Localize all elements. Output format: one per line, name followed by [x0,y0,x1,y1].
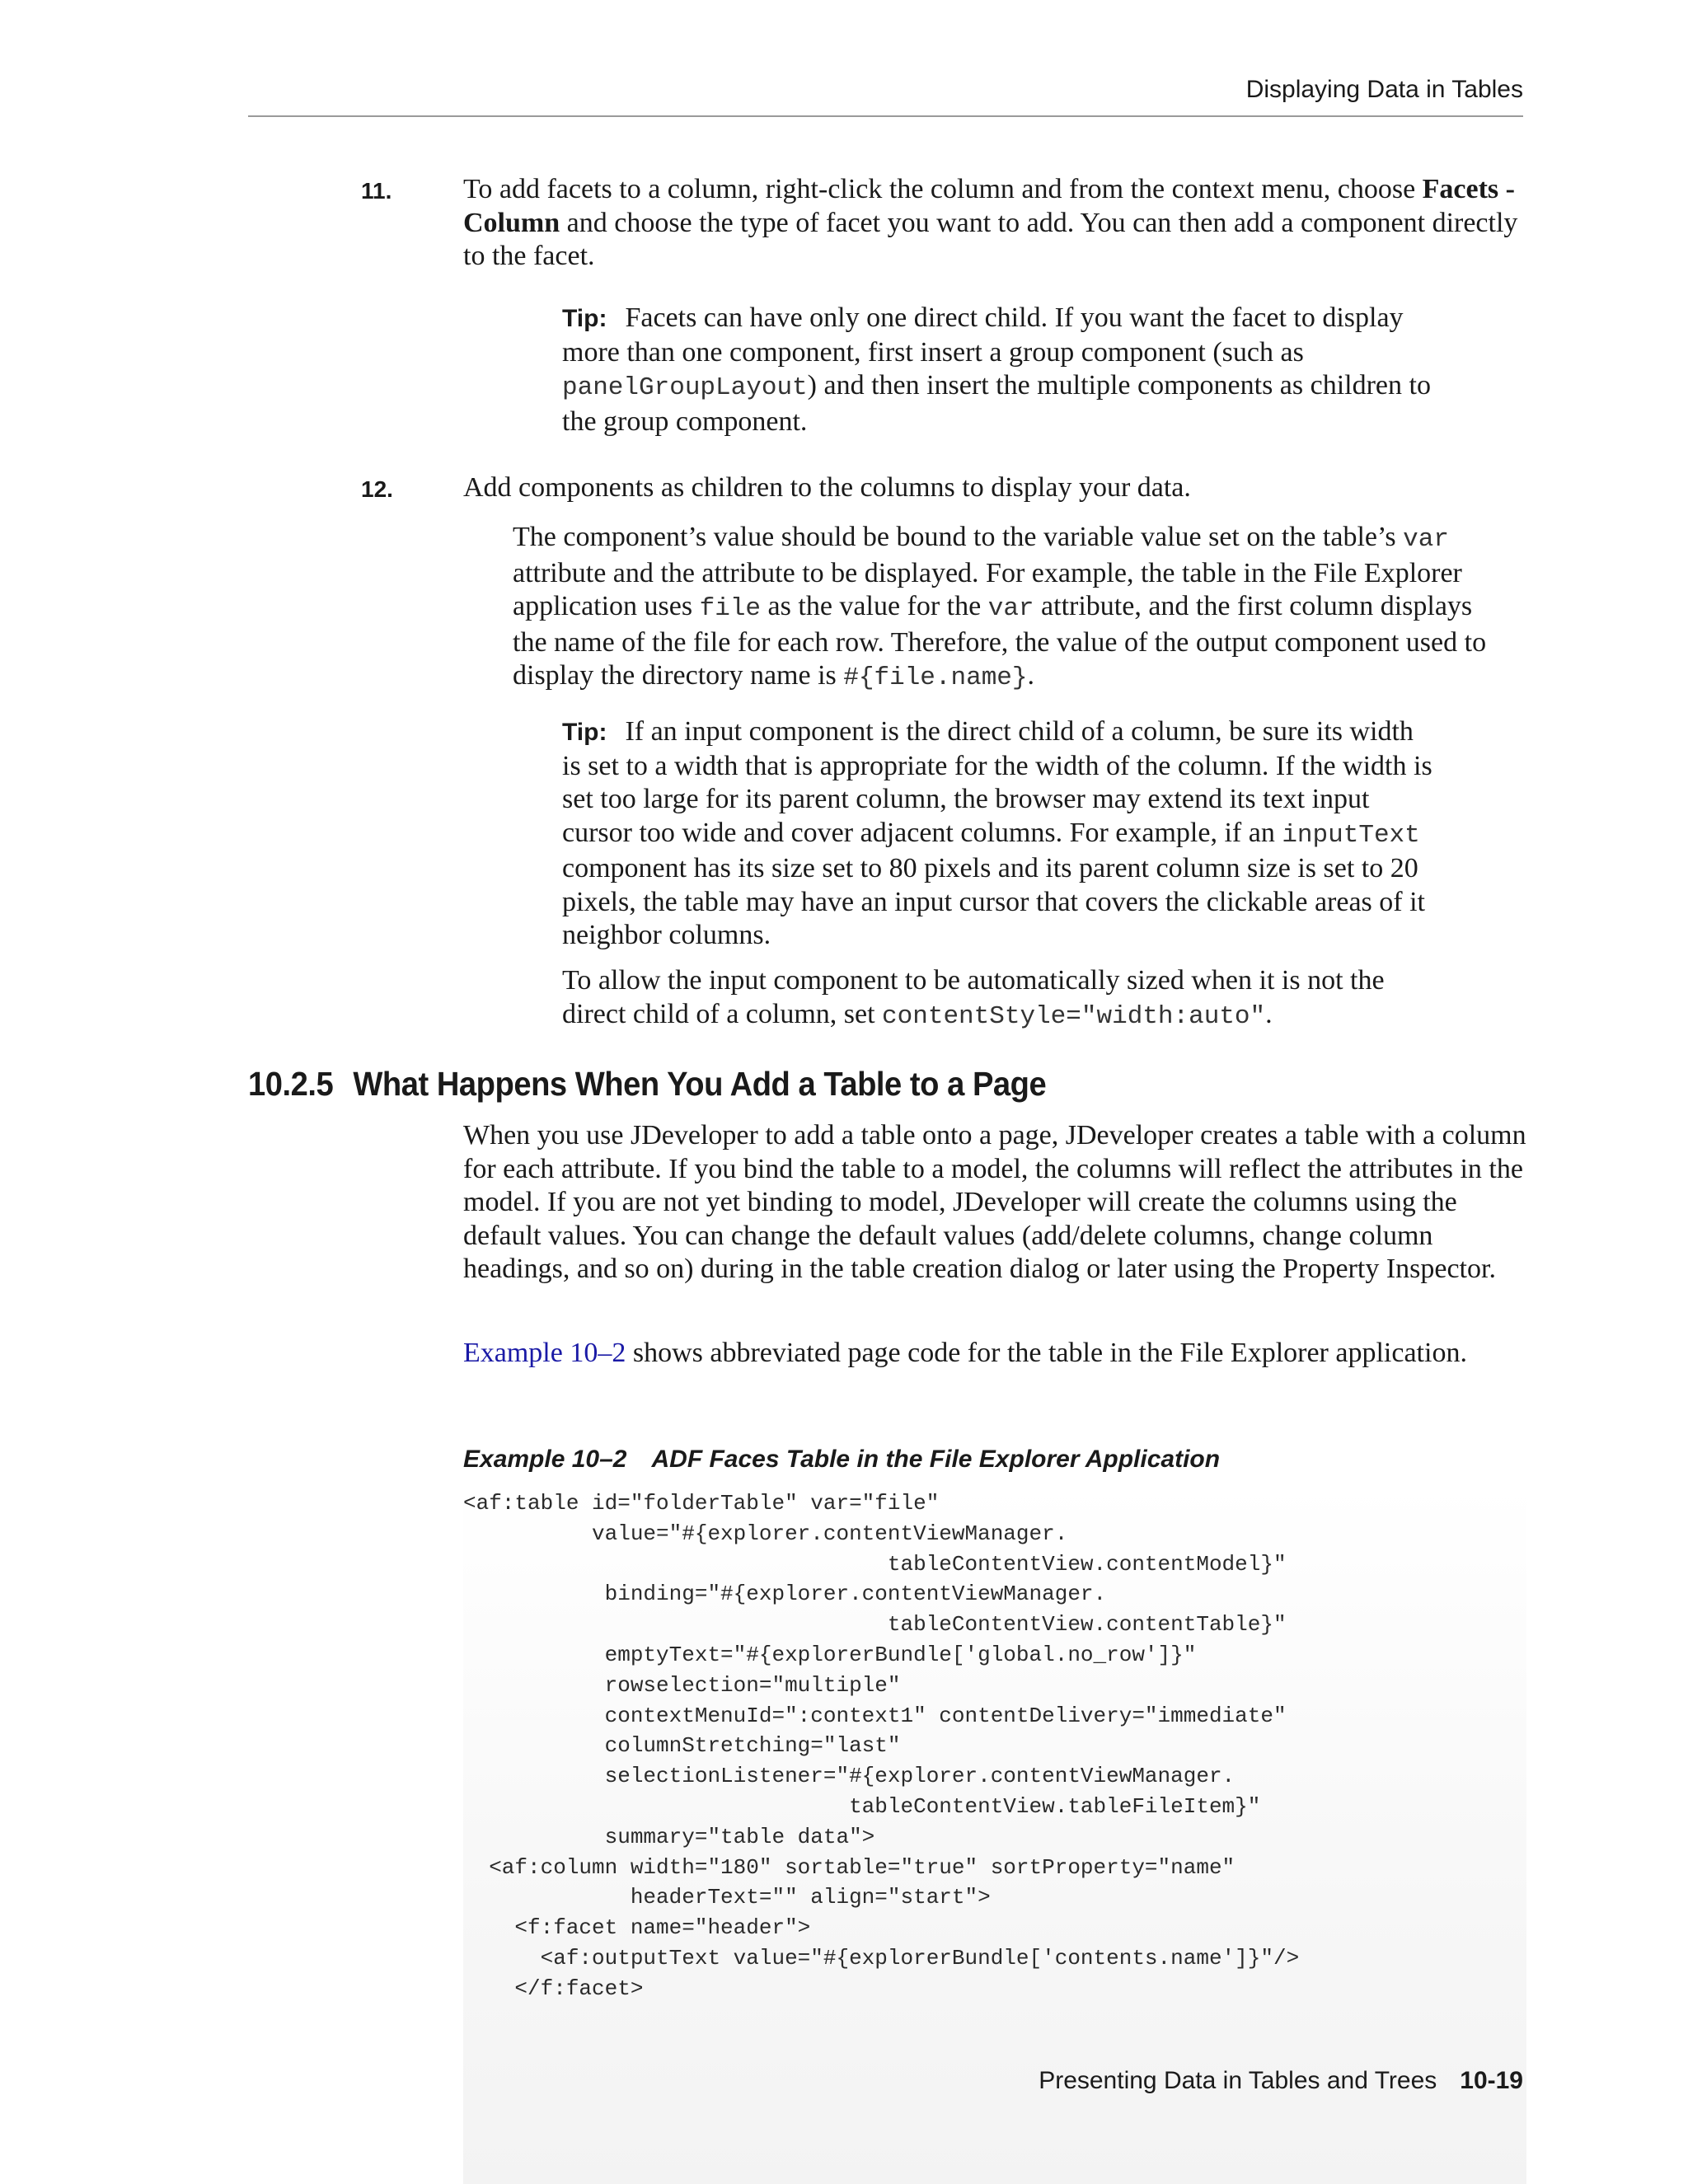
code-inline: #{file.name} [843,663,1028,692]
step-12-paragraph [513,521,1502,696]
code-inline: inputText [1282,820,1420,850]
tip-1 [562,302,1436,438]
section-heading [248,1065,1046,1104]
section-paragraph-2 [463,1337,1526,1371]
para-text: . [1265,998,1273,1029]
tip-label: Tip: [562,305,607,332]
tip-text: Facets can have only one direct child. If you want the facet to display more than one component, first insert a group component (such as [562,302,1404,368]
step-12 [361,471,1526,505]
para-text: attribute and the attribute to be displayed. For example, the table in the File Explorer application uses [513,557,1462,621]
step-number: 11. [361,178,392,204]
code-inline: file [699,594,762,623]
para-text: The component’s value should be bound to the variable value set on the table’s [513,522,1404,552]
code-inline: contentStyle="width:auto" [882,1001,1266,1031]
menu-path: Facets - Column [463,174,1515,238]
step-11 [361,173,1526,274]
step-number: 12. [361,476,393,502]
step-text-cont: and choose the type of facet you want to add. You can then add a component directly to the facet. [463,207,1518,271]
page-number: 10-19 [1460,2067,1523,2094]
example-number: Example 10–2 [463,1446,627,1473]
code-inline: panelGroupLayout [562,373,808,402]
running-header: Displaying Data in Tables [1245,76,1523,103]
para-text: . [1027,660,1035,691]
page-footer [1039,2067,1523,2095]
section-number: 10.2.5 [248,1065,334,1103]
footer-title: Presenting Data in Tables and Trees [1039,2067,1437,2094]
code-inline: var [987,594,1034,623]
tip-text-cont: component has its size set to 80 pixels and its parent column size is set to 20 pixels, the table may have an input cursor that covers the clickable areas of it neighbor columns. [562,853,1425,950]
tip-text: If an input component is the direct child of a column, be sure its width is set to a width that is appropriate for the width of the column. If the width is set too large for its parent column, the browser may extend its text input cursor too wide and cover adjacent columns. For example, if an [562,716,1432,848]
para-text: To allow the input component to be automatically sized when it is not the direct child of a column, set [562,965,1385,1029]
para-text: attribute, and the first column displays the name of the file for each row. Therefore, the value of the output component used to display the directory name is [513,591,1487,691]
tip-text-cont: ) and then insert the multiple components as children to the group component. [562,370,1431,437]
code-inline: var [1403,525,1449,554]
header-rule [248,115,1523,117]
example-title: ADF Faces Table in the File Explorer Application [651,1446,1221,1473]
step-text: To add facets to a column, right-click the column and from the context menu, choose [463,174,1423,204]
example-link[interactable]: Example 10–2 [463,1338,626,1368]
para-text: shows abbreviated page code for the table in the File Explorer application. [626,1338,1467,1368]
section-title: What Happens When You Add a Table to a Page [353,1065,1047,1103]
tip-label: Tip: [562,719,607,746]
tip-2-paragraph [562,964,1436,1033]
step-text: Add components as children to the columns to display your data. [463,472,1191,503]
section-paragraph-1: When you use JDeveloper to add a table onto a page, JDeveloper creates a table with a column for each attribute. If you bind the table to a model, the columns will reflect the attributes in the model. If you are not yet binding to model, JDeveloper will create the columns using the default values. You can change the default values (add/delete columns, change column headings, and so on) during in the table creation dialog or later using the Property Inspector. [463,1120,1526,1284]
example-caption [463,1446,1220,1474]
code-block: <af:table id="folderTable" var="file" value="#{explorer.contentViewManager. tableContentView.contentModel}" binding="#{explorer.contentViewManager. tableContentView.contentTable}" emptyText="#{explorerBundle['global.no_row']}" rowselection="multiple" contextMenuId=":context1" contentDelivery="immediate" columnStretching="last" selectionListener="#{explorer.contentViewManager. tableContentView.tableFileItem}" summary="table data"> <af:column width="180" sortable="true" sortProperty="name" headerText="" align="start"> <f:facet name="header"> <af:outputText value="#{explorerBundle['contents.name']}"/> </f:facet> [463,1491,1300,2001]
para-text: as the value for the [761,591,988,621]
tip-2 [562,715,1436,953]
